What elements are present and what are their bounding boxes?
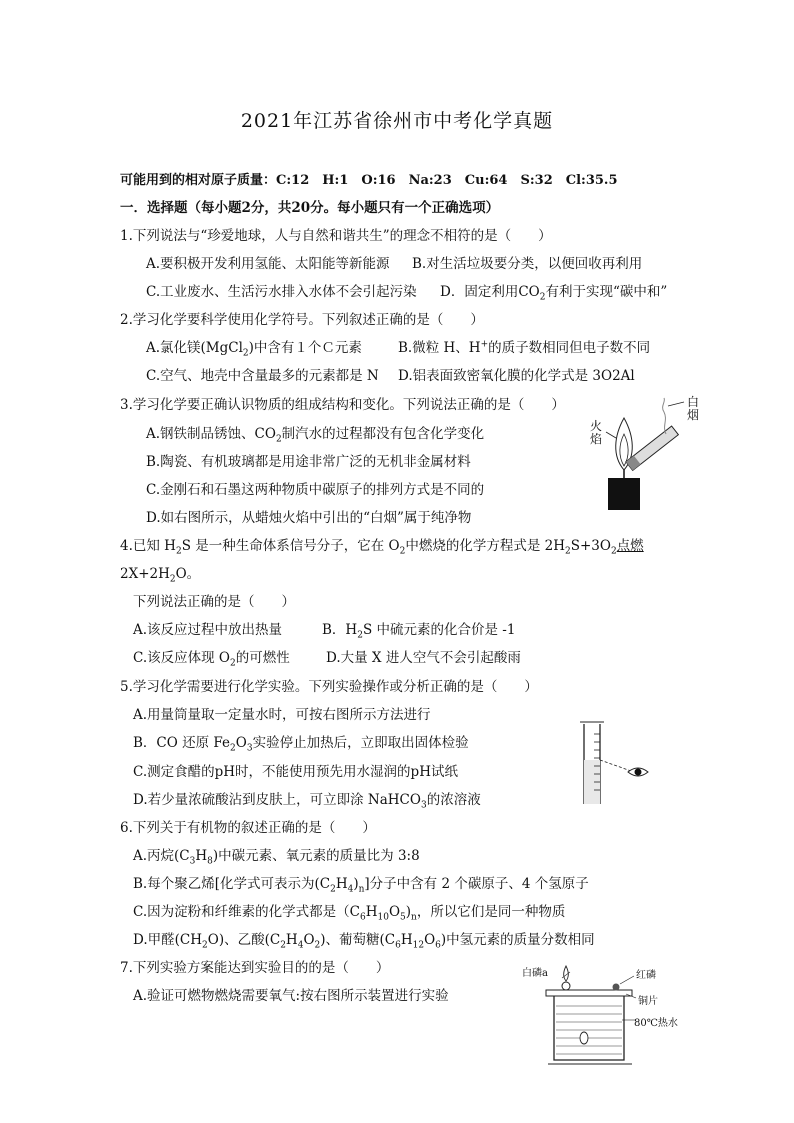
q5-option-c: C.测定食醋的pH时，不能使用预先用水湿润的pH试纸 [133,764,458,780]
q4-stem: 4.已知 $H_2S$ 是一种生命体系信号分子，它在 $O_2$中燃烧的化学方程式是 $2H_2S+3O_2$点燃 [120,538,644,557]
q6-option-b: B.每个聚乙烯[化学式可表示为$(C_2H_4)_n$]分子中含有 2 个碳原子、4 个氢原子 [133,876,589,895]
candle-body [608,478,640,510]
q4-option-d: D.大量 X 进人空气不会引起酸雨 [326,650,521,666]
label-flame: 火焰 [590,419,603,446]
q5-option-a: A.用量筒量取一定量水时，可按右图所示方法进行 [133,707,431,723]
q4-option-c: C.该反应体现 $O_2$的可燃性 [133,650,290,669]
q5-option-d: D.若少量浓硫酸沾到皮肤上，可立即涂 NaHCO$_3$的浓溶液 [133,792,481,811]
smoke-wisp [663,398,666,434]
q1-option-c: C.工业废水、生活污水排入水体不会引起污染 [146,284,417,300]
q4-equation-line2: $2X+2H_2O$。 [120,566,201,585]
q2-option-b: B.微粒 H、H+的质子数相同但电子数不同 [398,339,651,356]
page-title: 2021年江苏省徐州市中考化学真题 [240,110,554,132]
q6-option-d: D.甲醛$(CH_2O)$、乙酸$(C_2H_4O_2)$、葡萄糖$(C_6H_{12}O_6)$中氢元素的质量分数相同 [133,932,595,951]
q5-stem: 5.学习化学需要进行化学实验。下列实验操作或分析正确的是（ ） [120,679,538,695]
q2-stem: 2.学习化学要科学使用化学符号。下列叙述正确的是（ ） [120,312,484,328]
q1-option-a: A.要积极开发利用氢能、太阳能等新能源 [146,256,390,272]
beaker-wall [554,996,624,1060]
label-white-phosphorus: 白磷a [522,968,548,979]
q6-stem: 6.下列关于有机物的叙述正确的是（ ） [120,820,376,836]
q1-stem: 1.下列说法与“珍爱地球，人与自然和谐共生”的理念不相符的是（ ） [120,228,552,244]
atomic-mass-line: 可能用到的相对原子质量：C:12 H:1 O:16 Na:23 Cu:64 S:32 Cl:35.5 [120,173,618,188]
label-hot-water: 80℃热水 [634,1018,678,1029]
q1-option-b: B.对生活垃圾要分类，以便回收再利用 [412,256,643,272]
reaction-condition: 点燃 [616,538,644,554]
q3-option-d: D.如右图所示，从蜡烛火焰中引出的“白烟”属于纯净物 [146,510,472,526]
q5-option-b: B．CO 还原 $Fe_2O_3$实验停止加热后，立即取出固体检验 [133,735,469,754]
red-phosphorus [613,984,620,991]
graduated-cylinder-figure [578,720,658,806]
q4-sub-stem: 下列说法正确的是（ ） [133,594,295,610]
q7-option-a: A.验证可燃物燃烧需要氧气:按右图所示装置进行实验 [133,988,449,1004]
copper-plate [546,990,632,996]
q2-option-c: C.空气、地壳中含量最多的元素都是 N [146,368,379,384]
q3-option-c: C.金刚石和石墨这两种物质中碳原子的排列方式是不同的 [146,482,485,498]
phosphorus-beaker-figure [522,962,682,1066]
section-heading: 一．选择题（每小题2分，共20分。每小题只有一个正确选项） [120,200,500,216]
q7-stem: 7.下列实验方案能达到实验目的的是（ ） [120,960,390,976]
candle-diagram [588,396,698,511]
q2-option-a: A.氯化镁(MgCl$_2$)中含有１个Ｃ元素 [146,340,362,359]
candle-smoke-figure [588,396,698,511]
q3-option-b: B.陶瓷、有机玻璃都是用途非常广泛的无机非金属材料 [146,454,471,470]
cylinder-diagram [578,720,658,806]
q6-option-a: A.丙烷$(C_3H_8)$中碳元素、氧元素的质量比为 3:8 [133,848,420,867]
q6-option-c: C.因为淀粉和纤维素的化学式都是$(C_6H_{10}O_5)_n$，所以它们是同一种物质 [133,904,566,923]
q2-option-d: D.铝表面致密氧化膜的化学式是 3O2Al [398,368,635,384]
q4-option-a: A.该反应过程中放出热量 [133,622,283,638]
q1-option-d: D．固定利用$CO_2$有利于实现“碳中和” [440,284,668,303]
label-red-phosphorus: 红磷 [636,970,656,981]
q3-stem: 3.学习化学要正确认识物质的组成结构和变化。下列说法正确的是（ ） [120,397,565,413]
white-phosphorus [562,982,570,990]
q3-option-a: A.钢铁制品锈蚀、$CO_2$制汽水的过程都没有包含化学变化 [146,426,485,445]
label-white-smoke: 白烟 [687,395,700,422]
q4-option-b: B．$H_2S$ 中硫元素的化合价是 -1 [322,622,516,641]
label-copper-plate: 铜片 [638,996,658,1007]
